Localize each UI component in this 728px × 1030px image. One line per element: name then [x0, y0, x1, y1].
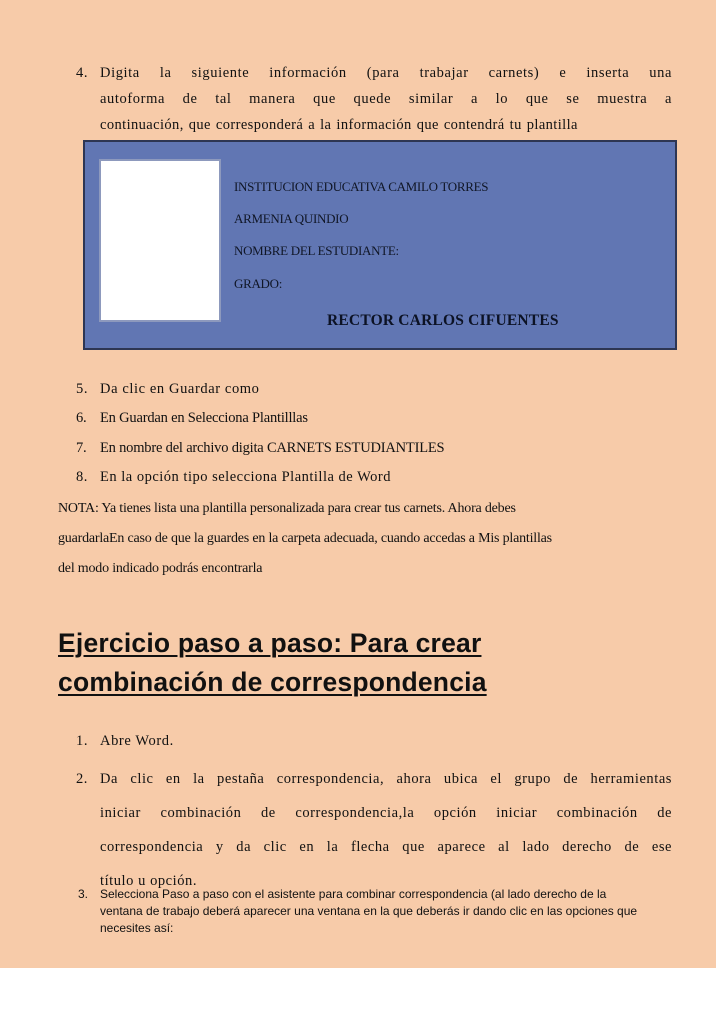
paragraph-line: ventana de trabajo deberá aparecer una ventana en la que deberás ir dando clic en las opciones que: [100, 904, 638, 918]
exercise-step-2: [76, 762, 672, 898]
card-grade: GRADO:: [234, 276, 283, 291]
section-heading: [58, 624, 487, 702]
list-item-5: [76, 376, 672, 402]
heading-line-2: combinación de correspondencia: [58, 667, 487, 697]
paragraph-line: autoforma de tal manera que quede similar a lo que se muestra a: [100, 91, 672, 107]
card-city: ARMENIA QUINDIO: [234, 211, 349, 226]
paragraph-line: título u opción.: [100, 873, 198, 889]
list-number: 3.: [78, 887, 89, 901]
list-item-7: [76, 435, 672, 461]
list-text: En Guardan en Selecciona Plantilllas: [100, 410, 308, 426]
list-number: 4.: [76, 65, 89, 81]
list-item-6: [76, 405, 672, 431]
card-institution: INSTITUCION EDUCATIVA CAMILO TORRES: [234, 179, 489, 194]
list-text: En la opción tipo selecciona Plantilla de Word: [100, 469, 391, 485]
list-number: 6.: [76, 410, 87, 426]
photo-placeholder: [99, 159, 221, 322]
paragraph-line: correspondencia y da clic en la flecha que aparece al lado derecho de ese: [100, 839, 672, 855]
list-text: Abre Word.: [100, 733, 174, 749]
paragraph-line: Selecciona Paso a paso con el asistente para combinar correspondencia (al lado derecho de la: [100, 887, 607, 901]
heading-line-1: Ejercicio paso a paso: Para crear: [58, 628, 482, 658]
note-line-2: guardarlaEn caso de que la guardes en la carpeta adecuada, cuando accedas a Mis plantillas: [58, 531, 552, 546]
exercise-step-3: [78, 886, 672, 937]
id-card-autoform: [83, 140, 677, 350]
exercise-step-1: [76, 728, 672, 754]
note-line-1: NOTA: Ya tienes lista una plantilla personalizada para crear tus carnets. Ahora debes: [58, 501, 516, 516]
paragraph-line: iniciar combinación de correspondencia,la opción iniciar combinación de: [100, 805, 672, 821]
list-item-4: [76, 60, 672, 138]
list-number: 7.: [76, 440, 87, 456]
paragraph-line: Digita la siguiente información (para trabajar carnets) e inserta una: [100, 65, 672, 81]
list-number: 2.: [76, 771, 88, 787]
card-student-name: NOMBRE DEL ESTUDIANTE:: [234, 243, 399, 258]
paragraph-line: continuación, que corresponderá a la información que contendrá tu plantilla: [100, 117, 578, 133]
note-line-3: del modo indicado podrás encontrarla: [58, 561, 263, 576]
paragraph-line: Da clic en la pestaña correspondencia, ahora ubica el grupo de herramientas: [100, 771, 672, 787]
card-rector: RECTOR CARLOS CIFUENTES: [327, 312, 559, 329]
paragraph-line: necesites así:: [100, 921, 174, 935]
list-item-8: [76, 464, 672, 490]
list-text: En nombre del archivo digita CARNETS ESTUDIANTILES: [100, 440, 445, 456]
list-number: 1.: [76, 733, 89, 749]
list-number: 8.: [76, 469, 88, 485]
list-number: 5.: [76, 381, 89, 397]
list-text: Da clic en Guardar como: [100, 381, 260, 397]
